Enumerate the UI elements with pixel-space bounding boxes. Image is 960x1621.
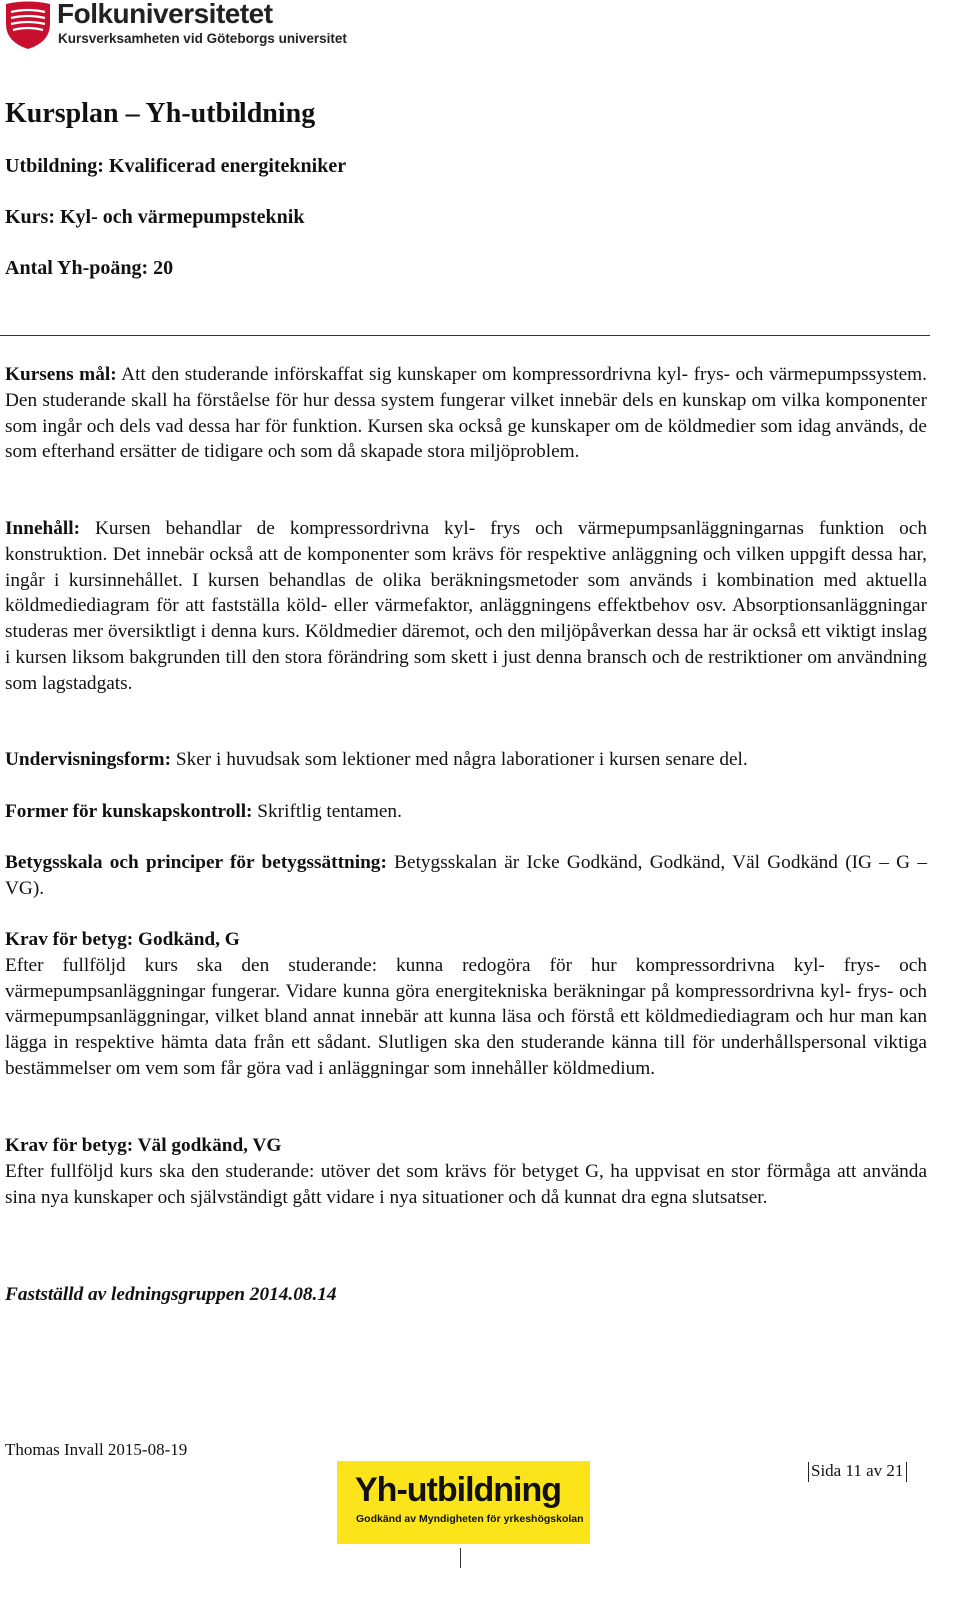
section-assessment — [5, 799, 927, 825]
logo-name: Folkuniversitetet — [57, 0, 273, 29]
content-text: Kursen behandlar de kompressordrivna kyl- frys och värmepumpsanläggningarnas funktion och konstruktion. Det innebär också att de komponenter som krävs för respektive anläggning och vilken uppgift dessa har, ingår i kursinnehållet. I kursen behandlas de olika beräkningsmetoder som används i kombination med aktuella köldmediediagram för att fastställa köld- eller värmefaktor, anläggningens effektbehov osv. Absorptionsanläggningar studeras mer översiktligt i denna kurs. Köldmedier däremot, och den miljöpåverkan dessa har är också ett viktigt inslag i kursen liksom bakgrunden till den stora förändring som skett i just denna bransch och de restriktioner om användning som lagstadgats. — [5, 518, 927, 694]
page-number: Sida 11 av 21 — [811, 1461, 904, 1480]
points-line: Antal Yh-poäng: 20 — [5, 257, 174, 279]
section-content — [5, 516, 927, 697]
course-line: Kurs: Kyl- och värmepumpsteknik — [5, 206, 305, 228]
logo-subtitle: Kursverksamheten vid Göteborgs universitet — [58, 31, 347, 46]
grading-text: Betygsskalan är Icke Godkänd, Godkänd, Väl Godkänd (IG – G – VG). — [5, 852, 927, 899]
folkuniversitetet-emblem-icon — [4, 0, 52, 50]
content-label: Innehåll: — [5, 518, 81, 539]
grade-g-heading: Krav för betyg: Godkänd, G — [5, 929, 240, 950]
teaching-text: Sker i huvudsak som lektioner med några laborationer i kursen senare del. — [171, 749, 748, 770]
assessment-label: Former för kunskapskontroll: — [5, 801, 253, 822]
section-grade-g — [5, 927, 927, 1082]
grade-vg-heading: Krav för betyg: Väl godkänd, VG — [5, 1135, 282, 1156]
section-goals — [5, 362, 927, 465]
education-line: Utbildning: Kvalificerad energitekniker — [5, 155, 347, 177]
section-grading — [5, 850, 927, 902]
teaching-label: Undervisningsform: — [5, 749, 172, 770]
divider — [0, 335, 930, 336]
goals-label: Kursens mål: — [5, 364, 117, 385]
approval-note: Fastställd av ledningsgruppen 2014.08.14 — [5, 1284, 337, 1305]
yh-logo-title: Yh-utbildning — [355, 1471, 562, 1509]
grade-vg-text: Efter fullföljd kurs ska den studerande: utöver det som krävs för betyget G, ha uppvisat en stor förmåga att använda sina nya kunskaper och självständigt gått vidare i nya situationer och då kunnat dra egna slutsatser. — [5, 1160, 927, 1208]
section-grade-vg — [5, 1133, 927, 1210]
text-cursor-icon — [460, 1548, 469, 1568]
section-teaching — [5, 747, 927, 773]
yh-logo-subtitle: Godkänd av Myndigheten för yrkeshögskolan — [356, 1513, 584, 1525]
grade-g-text: Efter fullföljd kurs ska den studerande: kunna redogöra för hur kompressordrivna kyl- frys- och värmepumpsanläggningar fungerar. Vidare kunna göra energitekniska beräkningar på kompressordrivna kyl- frys- och värmepumpsanläggningar, vilket bland annat innebär att kunna läsa och förstå ett köldmediediagram och hur man kan lägga in respektive hämta data från ett sådant. Slutligen ska den studerande känna till för underhållspersonal viktiga bestämmelser om vem som får göra vad i anläggningar som innehåller köldmedium. — [5, 954, 927, 1079]
yh-utbildning-logo — [337, 1461, 590, 1544]
footer-author: Thomas Invall 2015-08-19 — [5, 1440, 188, 1459]
goals-text: Att den studerande införskaffat sig kunskaper om kompressordrivna kyl- frys- och värmepumpssystem. Den studerande skall ha förståelse för hur dessa system fungerar vilket innebär dels en kunskap om vilka komponenter som ingår och dels vad dessa har för funktion. Kursen ska också ge kunskaper om de köldmedier som idag används, de som efterhand ersätter de tidigare och som då skapade stora miljöproblem. — [5, 364, 927, 463]
folkuniversitetet-logo — [4, 0, 347, 52]
grading-label: Betygsskala och principer för betygssättning: — [5, 852, 387, 873]
assessment-text: Skriftlig tentamen. — [252, 801, 402, 822]
document-title: Kursplan – Yh-utbildning — [5, 98, 316, 129]
